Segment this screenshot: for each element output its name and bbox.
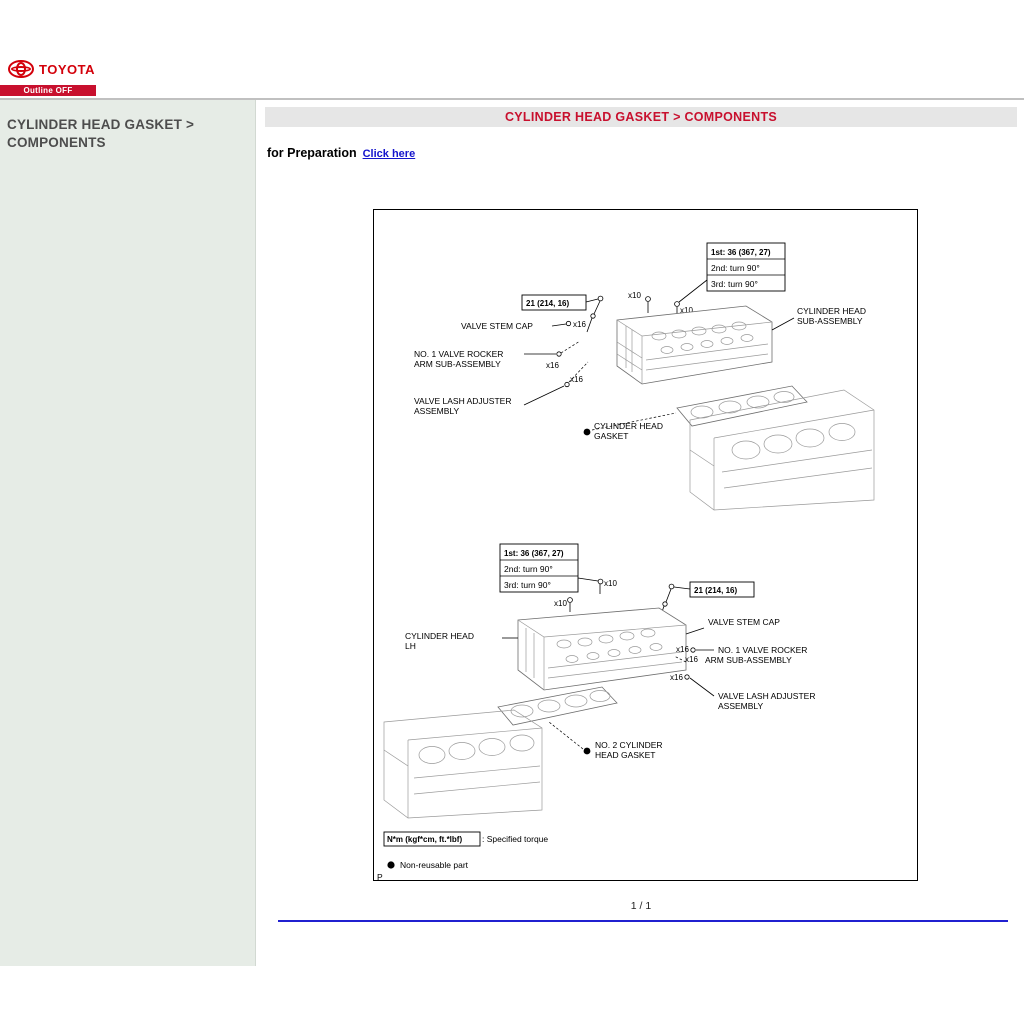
callout-valve-stem-cap-bottom: VALVE STEM CAP [708, 617, 780, 627]
callout-valve-stem-cap-top: VALVE STEM CAP [461, 321, 533, 331]
outline-toggle-button[interactable]: Outline OFF [0, 85, 96, 96]
torque-box-1-line-2: 2nd: turn 90° [711, 263, 760, 273]
callout-no2-gasket-l2: HEAD GASKET [595, 750, 656, 760]
torque-box-1-line-1: 1st: 36 (367, 27) [711, 248, 771, 257]
torque-box-3-line-3: 3rd: turn 90° [504, 580, 551, 590]
qty-bottom-4: x16 [685, 655, 698, 664]
legend-torque-desc: : Specified torque [482, 834, 549, 844]
cylinder-head-gasket-top-graphic [677, 386, 807, 426]
callout-cylinder-head-gasket-l1: CYLINDER HEAD [594, 421, 663, 431]
callout-rocker-arm-bottom-l2: ARM SUB-ASSEMBLY [705, 655, 792, 665]
callout-lash-adjuster-bottom-l2: ASSEMBLY [718, 701, 764, 711]
callout-lash-adjuster-bottom-l1: VALVE LASH ADJUSTER [718, 691, 816, 701]
callout-rocker-arm-top-l1: NO. 1 VALVE ROCKER [414, 349, 504, 359]
qty-bottom-3: x16 [676, 645, 689, 654]
callout-lash-adjuster-top-l1: VALVE LASH ADJUSTER [414, 396, 512, 406]
callout-no2-gasket-l1: NO. 2 CYLINDER [595, 740, 663, 750]
preparation-link[interactable]: Click here [362, 148, 416, 160]
content-bottom-divider [278, 920, 1008, 922]
callout-cylinder-head-sub-assembly-l1: CYLINDER HEAD [797, 306, 866, 316]
legend-non-reusable: Non-reusable part [400, 860, 469, 870]
legend-torque-unit: N*m (kgf*cm, ft.*lbf) [387, 835, 463, 844]
torque-box-2-line-1: 21 (214, 16) [526, 299, 570, 308]
qty-bottom-5: x16 [670, 673, 683, 682]
callout-lash-adjuster-top-l2: ASSEMBLY [414, 406, 460, 416]
components-diagram [373, 209, 918, 881]
toyota-wordmark: TOYOTA [39, 61, 95, 77]
app-header [0, 50, 1024, 98]
callout-cylinder-head-gasket-l2: GASKET [594, 431, 629, 441]
qty-top-1: x10 [680, 306, 693, 315]
sidebar-breadcrumb-title: CYLINDER HEAD GASKET > COMPONENTS [7, 117, 195, 150]
callout-rocker-arm-bottom-l1: NO. 1 VALVE ROCKER [718, 645, 808, 655]
toyota-emblem-icon [8, 60, 34, 78]
page-title: CYLINDER HEAD GASKET > COMPONENTS [265, 107, 1017, 127]
qty-top-2: x10 [628, 291, 641, 300]
cylinder-head-top-graphic [617, 306, 772, 384]
cylinder-head-gasket-bottom-graphic [498, 687, 617, 725]
torque-box-3-line-1: 1st: 36 (367, 27) [504, 549, 564, 558]
qty-top-5: x16 [570, 375, 583, 384]
torque-box-1-line-3: 3rd: turn 90° [711, 279, 758, 289]
qty-top-4: x16 [546, 361, 559, 370]
qty-bottom-1: x10 [604, 579, 617, 588]
toyota-logo[interactable] [8, 60, 95, 78]
figure-corner-mark: P [377, 872, 383, 881]
qty-top-3: x16 [573, 320, 586, 329]
main-content [256, 100, 1024, 1024]
callout-rocker-arm-top-l2: ARM SUB-ASSEMBLY [414, 359, 501, 369]
cylinder-head-bottom-graphic [518, 608, 686, 690]
callout-cylinder-head-lh-l2: LH [405, 641, 416, 651]
preparation-label: for Preparation [267, 146, 357, 160]
torque-box-4-line-1: 21 (214, 16) [694, 586, 738, 595]
sidebar [0, 100, 256, 966]
torque-box-3-line-2: 2nd: turn 90° [504, 564, 553, 574]
page-indicator: 1 / 1 [630, 900, 652, 912]
callout-cylinder-head-sub-assembly-l2: SUB-ASSEMBLY [797, 316, 863, 326]
callout-cylinder-head-lh-l1: CYLINDER HEAD [405, 631, 474, 641]
engine-block-bottom-graphic [384, 710, 542, 818]
preparation-row [267, 146, 415, 160]
qty-bottom-2: x10 [554, 599, 567, 608]
